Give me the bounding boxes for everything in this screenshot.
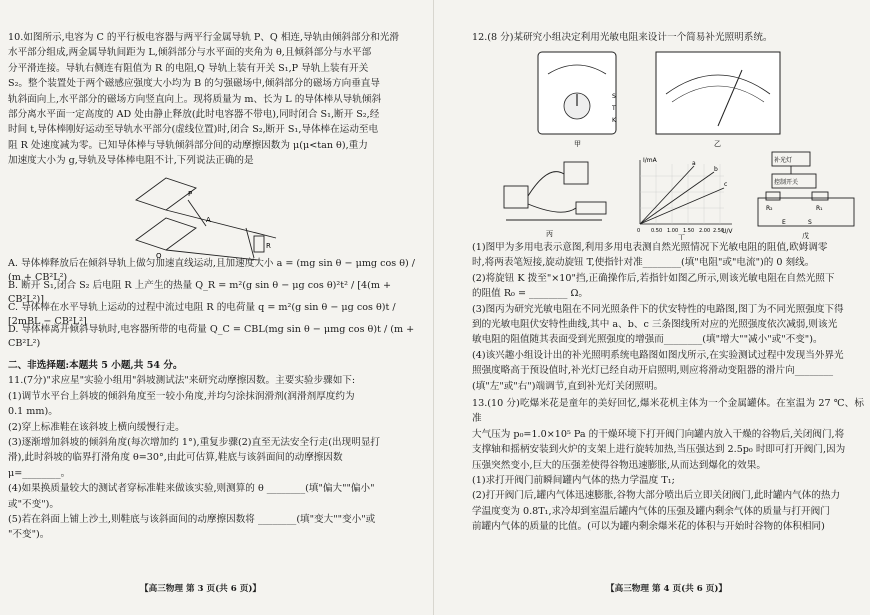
fig-jia-caption: 甲 [574,140,581,148]
q10-line: S₂。整个装置处于两个磁感应强度大小均为 B 的匀强磁场中,倾斜部分的磁场方向垂直导 [8,78,380,90]
control-circuit-figure-wu [752,148,860,240]
q11-block [8,358,416,543]
multimeter-figure-jia [530,48,624,150]
q10-line: 分平滑连接。导轨右侧连有阻值为 R 的电阻,Q 导轨上装有开关 S₁,P 导轨上装有开关 [8,62,369,74]
q11-line: (2)穿上标准鞋在该斜坡上横向缓慢行走。 [8,421,185,433]
q10-line: 阻 R 处速度减为零。已知导体棒与导轨倾斜部分间的动摩擦因数为 μ(μ<tan θ),重力 [8,139,368,151]
q13-block [472,396,864,535]
right-page [472,30,864,615]
x-tick: 2.00 [699,228,711,234]
q13-line: 13.(10 分)吃爆米花是童年的美好回忆,爆米花机主体为一个金属罐体。在室温为 27 ℃、标准 [472,398,864,425]
q13-line: 大气压为 p₀=1.0×10⁵ Pa 的干燥环境下打开阀门向罐内放入干燥的谷物后,关闭阀门,将 [472,428,845,440]
r2-label: R₂ [766,205,773,212]
q11-line: (4)如果换质量较大的测试者穿标准鞋来做该实验,则测算的 θ ________(填"偏大""偏小" [8,483,375,495]
series-a-label: a [692,160,696,167]
circuit-figure-bing [492,154,616,240]
r1-label: R₁ [816,205,823,212]
lamp-label: 补光灯 [774,157,793,164]
fig-yi-caption: 乙 [714,140,721,148]
page-footer-4: 【高三物理 第 4 页(共 6 页)】 [606,584,727,594]
meter-face-figure-yi [652,48,784,150]
q12-line: 时,将两表笔短接,旋动旋钮 T,使指针对准________(填"电阻"或"电流")的 0 刻线。 [472,257,815,269]
q12-line: (4)该兴趣小组设计出的补光照明系统电路图如图戊所示,在实验测试过程中发现当外界光 [472,349,844,361]
q10-line: 加速度大小为 g,导轨及导体棒电阻不计,下列说法正确的是 [8,155,254,167]
x-tick: 1.50 [683,228,695,234]
q12-line: (2)将旋钮 K 拨至"×10"挡,正确操作后,若指针如图乙所示,则该光敏电阻在自然光照下 [472,272,835,284]
fig-bing-caption: 丙 [546,230,553,238]
q13-line: 前罐内气体的质量的比值。(可以为罐内剩余爆米花的体积与开始时谷物的体积相同) [472,521,825,533]
q12-line: 到的光敏电阻伏安特性曲线,其中 a、b、c 三条图线所对应的光照强度依次减弱,则该光 [472,319,838,331]
x-tick: 0 [637,228,641,234]
left-page [8,30,416,615]
label-A: A [206,216,211,224]
q13-line: (1)求打开阀门前瞬间罐内气体的热力学温度 T₁; [472,475,675,487]
x-tick: 0.50 [651,228,663,234]
q13-line: 学温度变为 0.8T₁,求冷却到室温后罐内气体的压强及罐内剩余气体的质量与打开阀门 [472,505,830,517]
q12-line: (填"左"或"右")端调节,直到补光灯关闭照明。 [472,380,664,392]
q10-line: 部分离水平面一定高度的 AD 处由静止释放(此时电容器不带电),同时闭合 S₁,断开 S₂,经 [8,109,380,121]
knob-k-label: K [612,117,616,124]
q13-line: (2)打开阀门后,罐内气体迅速膨胀,谷物大部分喷出后立即关闭阀门,此时罐内气体的热力 [472,490,841,502]
graph-y-label: I/mA [643,157,657,164]
q12-line: 照强度略高于预设值时,补光灯已经自动开启照明,则应将滑动变阻器的滑片向________ [472,365,834,377]
q12-subquestions [472,240,864,394]
series-c-label: c [724,181,728,188]
q11-line: (5)若在斜面上铺上沙土,则鞋底与该斜面间的动摩擦因数将 ________(填"变大""变小"或 [8,514,376,526]
graph-x-label: U/V [722,228,733,235]
fig-ding-caption: 丁 [678,234,685,240]
q10-line: 时间 t,导体棒刚好运动至导轨水平部分(虚线位置)时,闭合 S₂,断开 S₁,导体棒在运动至电 [8,124,379,136]
section-heading: 二、非选择题:本题共 5 小题,共 54 分。 [8,360,183,371]
option-d[interactable]: D. 导体棒离开倾斜导轨时,电容器所带的电荷量 Q_C = CBL(mg sin θ − μmg cos θ)t / (m + CB²L²) [8,324,415,349]
q10-stem [8,30,416,169]
knob-s-label: S [612,93,616,100]
q11-line: (3)逐渐增加斜坡的倾斜角度(每次增加约 1°),重复步骤(2)直至无法安全行走(出现明显打 [8,437,381,449]
option-c[interactable]: C. 导体棒在水平导轨上运动的过程中流过电阻 R 的电荷量 q = m²(g sin θ − μg cos θ)t / [2mBL − CB²L²] [8,302,396,327]
page-footer-3: 【高三物理 第 3 页(共 6 页)】 [140,584,261,594]
ctrl-label: 控制开关 [774,179,799,186]
q11-line: 11.(7分)"求应星"实验小组用"斜坡测试法"来研究动摩擦因数。主要实验步骤如下: [8,375,356,387]
label-Q: Q [156,252,162,260]
label-P: P [188,190,193,198]
q10-line: 水平部分组成,两金属导轨间距为 L,倾斜部分与水平面的夹角为 θ,且倾斜部分与水平部 [8,47,372,59]
knob-t-label: T [612,105,616,112]
q13-line: 压强突然变小,巨大的压强差使得谷物迅速膨胀,从而达到爆化的效果。 [472,459,766,471]
rail-diagram [126,170,286,260]
option-a[interactable]: A. 导体棒释放后在倾斜导轨上做匀加速直线运动,且加速度大小 a = (mg sin θ − μmg cos θ) / (m + CB²L²) [8,258,416,283]
label-R: R [266,242,271,250]
q10-line: 10.如图所示,电容为 C 的平行板电容器与两平行金属导轨 P、Q 相连,导轨由倾斜部分和光滑 [8,32,399,43]
q12-line: (3)图丙为研究光敏电阻在不同光照条件下的伏安特性的电路图,图丁为不同光照强度下得 [472,303,844,315]
q12-title: 12.(8 分)某研究小组决定利用光敏电阻来设计一个简易补光照明系统。 [472,32,773,43]
q10-options [8,260,416,348]
e-label: E [782,219,786,226]
q12-line: 的阻值 R₀ = ________ Ω。 [472,288,589,300]
q11-line: 或"不变")。 [8,498,59,510]
q12-line: 敏电阻的阻值随其表面受到光照强度的增强而________(填"增大""减小"或"不变")。 [472,334,823,346]
x-tick: 2.50 [713,228,725,234]
q11-line: 滑),此时斜坡的临界打滑角度 θ=30°,由此可估算,鞋底与该斜面间的动摩擦因数 [8,452,343,464]
page-seam [433,0,434,615]
option-b[interactable]: B. 断开 S₁,闭合 S₂ 后电阻 R 上产生的热量 Q_R = m²(g sin θ − μg cos θ)²t² / [4(m + CB²L²)] [8,280,392,305]
iu-graph-figure-ding [624,154,740,240]
fig-wu-caption: 戊 [802,232,809,240]
q11-line: (1)调节水平台上斜坡的倾斜角度至一较小角度,并均匀涂抹润滑剂(润滑剂厚度约为 [8,390,355,402]
series-b-label: b [714,166,718,173]
q11-line: "不变")。 [8,529,50,541]
q11-line: μ=________。 [8,467,71,479]
q13-line: 支撑轴和摇柄安装到火炉的支架上进行旋转加热,当压强达到 2.5p₀ 时即可打开阀门,因为 [472,444,846,456]
s-label: S [808,219,812,226]
x-tick: 1.00 [667,228,679,234]
q11-line: 0.1 mm)。 [8,406,58,418]
q12-line: (1)图甲为多用电表示意图,利用多用电表测自然光照情况下光敏电阻的阻值,欧姆调零 [472,242,828,253]
q10-line: 轨斜面向上,水平部分的磁场方向竖直向上。现将质量为 m、长为 L 的导体棒从导轨倾斜 [8,93,382,105]
